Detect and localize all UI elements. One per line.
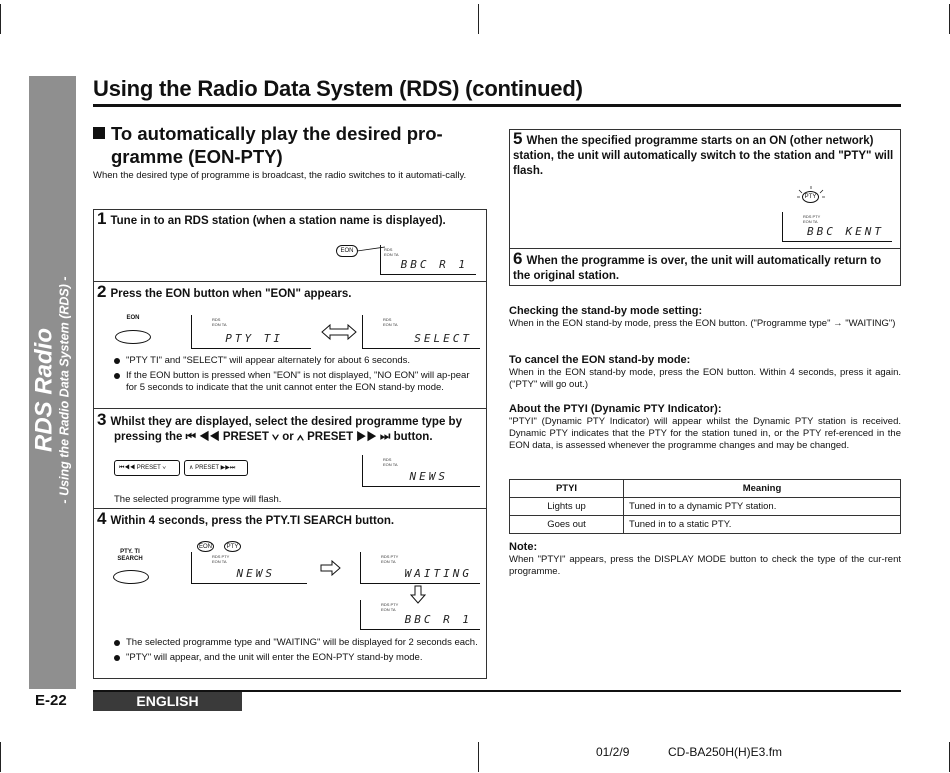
skip-forward-icon: ▶▶⏭ — [220, 465, 236, 471]
title-divider — [93, 104, 901, 107]
pty-indicator-flashing: PTY — [802, 191, 819, 203]
lcd-display-news — [362, 455, 480, 487]
crop-mark-bottom-center — [478, 742, 479, 772]
lcd-display-news-search — [191, 552, 307, 584]
cancel-text: When in the EON stand-by mode, press the EON button. Within 4 seconds, press it again. ("PTY" will go out.) — [509, 367, 901, 390]
page-number: E-22 — [35, 692, 67, 709]
lcd-display-waiting — [360, 552, 480, 584]
table-row — [510, 498, 901, 516]
pty-indicator: PTY — [224, 541, 241, 552]
eon-button-label: EON — [126, 315, 140, 321]
table-header: PTYI — [510, 480, 624, 498]
step-divider — [509, 248, 901, 249]
step-5 — [513, 131, 898, 179]
section-heading-line2: gramme (EON-PTY) — [111, 146, 283, 167]
preset-down-button[interactable] — [114, 460, 180, 476]
lcd-text: NEWS — [236, 567, 275, 580]
step-number: 3 — [97, 410, 107, 429]
skip-back-icon: ⏮◀◀ — [119, 465, 136, 471]
file-name: CD-BA250H(H)E3.fm — [668, 745, 783, 759]
flash-rays-icon — [796, 186, 826, 208]
step-4-bullets — [113, 637, 483, 667]
lcd-indicator: RDS EON TA — [383, 457, 398, 467]
print-date: 01/2/9 — [596, 745, 630, 759]
ptyi-text: "PTYI" (Dynamic PTY Indicator) will appear whilst the Dynamic PTY station is received. Dynamic PTY indicates that the PTY for the station tuned in, or the PTY ref-erenced in the EON data, is assessed whenever the programme changes and may be changed. — [509, 416, 901, 451]
standby-heading: Checking the stand-by mode setting: — [509, 305, 703, 317]
step-4 — [97, 511, 482, 529]
step-text-line2: pressing the ⏮ ◀◀ PRESET ∨ or ∧ PRESET ▶▶ ⏭ button. — [114, 431, 433, 443]
step-2-bullets — [113, 355, 483, 397]
standby-text: When in the EON stand-by mode, press the EON button. ("Programme type" → "WAITING") — [509, 318, 896, 329]
list-item: The selected programme type and "WAITING" will be displayed for 2 seconds each. — [113, 637, 483, 649]
step-divider — [93, 408, 487, 409]
step-text: Within 4 seconds, press the PTY.TI SEARCH button. — [110, 515, 395, 527]
sidebar-label — [32, 276, 73, 503]
section-intro: When the desired type of programme is broadcast, the radio switches to it automati-cally. — [93, 170, 467, 181]
step-3 — [97, 412, 485, 445]
step-number: 1 — [97, 209, 107, 228]
pty-search-label-line1: PTY. TI — [120, 549, 140, 555]
step-divider — [93, 281, 487, 282]
lcd-text: BBC R 1 — [400, 258, 468, 271]
crop-mark-top-left — [0, 4, 1, 34]
lcd-text: PTY TI — [225, 332, 283, 345]
lcd-display-step1 — [380, 245, 476, 275]
eon-button[interactable] — [115, 330, 151, 344]
step-text: When the programme is over, the unit will automatically return to the original station. — [513, 255, 882, 282]
lcd-text: BBC R 1 — [404, 613, 472, 626]
step-text: Press the EON button when "EON" appears. — [110, 288, 352, 300]
list-item: If the EON button is pressed when "EON" is not displayed, "NO EON" will ap-pear for 5 seconds to indicate that the unit cannot enter the EON stand-by mode. — [113, 370, 483, 394]
table-row — [510, 516, 901, 534]
table-cell: Tuned in to a dynamic PTY station. — [624, 498, 901, 516]
preset-label: PRESET — [136, 465, 161, 471]
lcd-display-station — [360, 600, 480, 630]
lcd-indicator: RDS EON TA — [384, 247, 399, 257]
chevron-down-icon: ∨ — [162, 465, 167, 471]
section-heading — [93, 122, 488, 168]
section-heading-line1: To automatically play the desired pro- — [111, 123, 443, 144]
crop-mark-top-center — [478, 4, 479, 34]
lcd-display-pty-ti — [191, 315, 311, 349]
step-text-line1: Whilst they are displayed, select the desired programme type by — [110, 416, 462, 428]
pty-search-label — [112, 549, 148, 563]
lcd-indicator: RDS PTY EON TA — [803, 214, 821, 224]
lcd-indicator: RDS EON TA — [383, 317, 398, 327]
crop-mark-bottom-left — [0, 742, 1, 772]
lcd-text: NEWS — [409, 470, 448, 483]
step-divider — [93, 508, 487, 509]
list-item: "PTY" will appear, and the unit will enter the EON-PTY stand-by mode. — [113, 652, 483, 664]
table-header: Meaning — [624, 480, 901, 498]
lcd-display-select — [362, 315, 480, 349]
lcd-text: BBC KENT — [807, 225, 884, 238]
step-number: 5 — [513, 129, 523, 148]
note-text: When "PTYI" appears, press the DISPLAY MODE button to check the type of the cur-rent programme. — [509, 554, 901, 577]
step-1 — [97, 211, 482, 229]
step-3-note: The selected programme type will flash. — [114, 494, 282, 505]
ptyi-table — [509, 479, 901, 534]
step-2 — [97, 284, 482, 302]
cancel-heading: To cancel the EON stand-by mode: — [509, 354, 691, 366]
list-item: "PTY TI" and "SELECT" will appear alternately for about 6 seconds. — [113, 355, 483, 367]
pty-search-label-line2: SEARCH — [117, 556, 143, 562]
step-6 — [513, 251, 898, 284]
eon-indicator: EON — [197, 541, 214, 552]
page-title: Using the Radio Data System (RDS) (continued) — [93, 76, 583, 101]
table-cell: Tuned in to a static PTY. — [624, 516, 901, 534]
table-cell: Lights up — [510, 498, 624, 516]
step-text: Tune in to an RDS station (when a station name is displayed). — [110, 215, 446, 227]
preset-up-button[interactable] — [184, 460, 248, 476]
lcd-indicator: RDS PTY EON TA — [381, 554, 399, 564]
step-number: 4 — [97, 509, 107, 528]
language-tab: ENGLISH — [93, 692, 242, 711]
step-number: 2 — [97, 282, 107, 301]
preset-label: PRESET — [195, 465, 219, 471]
lcd-text: SELECT — [414, 332, 472, 345]
step-number: 6 — [513, 249, 523, 268]
ptyi-heading: About the PTYI (Dynamic PTY Indicator): — [509, 403, 722, 415]
lcd-indicator: RDS EON TA — [212, 317, 227, 327]
sidebar-subsection: - Using the Radio Data System (RDS) - — [57, 276, 72, 504]
step-text: When the specified programme starts on an ON (other network) station, the unit will automatically switch to the station and "PTY" will flash. — [513, 135, 894, 177]
table-header-row — [510, 480, 901, 498]
lcd-indicator: RDS PTY EON TA — [381, 602, 399, 612]
chevron-up-icon: ∧ — [189, 465, 194, 471]
note-heading: Note: — [509, 541, 538, 553]
lcd-indicator: RDS PTY EON TA — [212, 554, 230, 564]
eon-indicator: EON — [336, 245, 358, 257]
table-cell: Goes out — [510, 516, 624, 534]
alternate-arrow-icon — [320, 323, 358, 341]
sidebar-section: RDS Radio — [30, 328, 58, 453]
square-bullet-icon — [93, 127, 105, 139]
lcd-text: WAITING — [404, 567, 472, 580]
pty-ti-search-button[interactable] — [113, 570, 149, 584]
lcd-display-station-kent — [782, 212, 892, 242]
arrow-right-icon — [320, 560, 342, 576]
